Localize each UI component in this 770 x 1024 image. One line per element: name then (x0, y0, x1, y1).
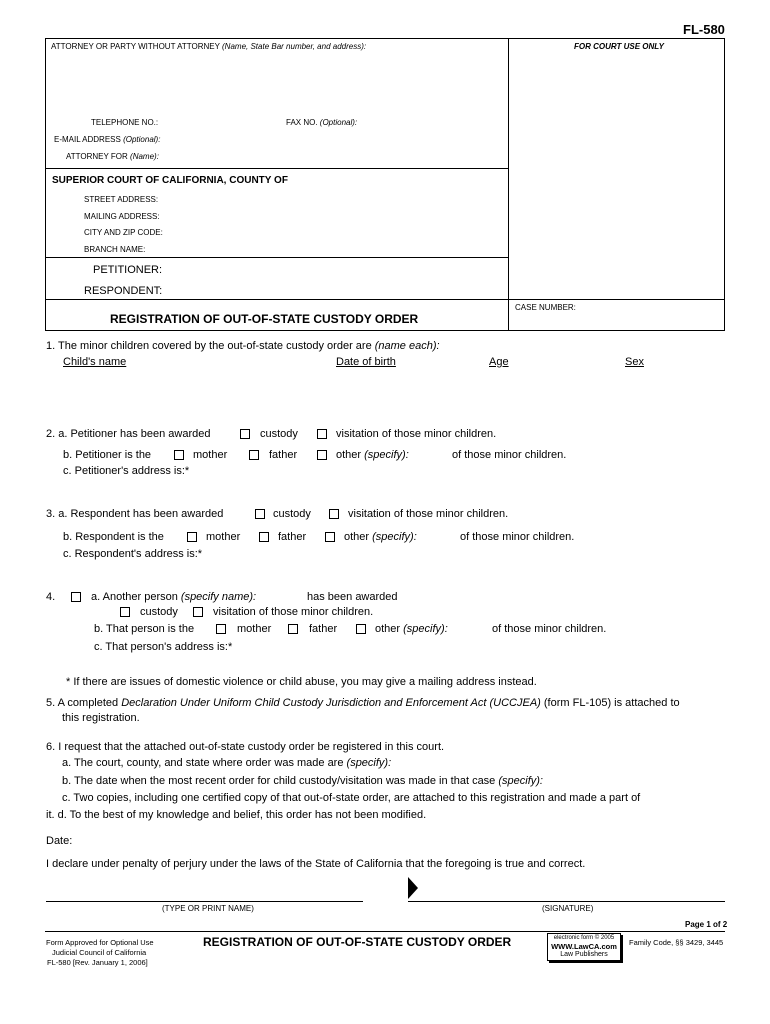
item6a-text: a. The court, county, and state where order was made are (specify): (62, 757, 392, 769)
mailing-label: MAILING ADDRESS: (84, 212, 160, 221)
item3c-text: c. Respondent's address is:* (63, 548, 203, 560)
form-id: FL-580 (683, 22, 725, 37)
item4-father-label: father (309, 623, 338, 635)
item3-custody-checkbox[interactable] (255, 509, 265, 519)
item5-text: 5. A completed Declaration Under Uniform Child Custody Jurisdiction and Enforcement Act (UCCJEA) (form FL-105) is attached to (46, 697, 680, 709)
form-title: REGISTRATION OF OUT-OF-STATE CUSTODY ORDER (110, 312, 419, 326)
item4-of-children: of those minor children. (492, 623, 607, 635)
signature-arrow-icon (408, 877, 420, 899)
publisher-stamp (547, 933, 621, 961)
approved-line2: Judicial Council of California (52, 948, 147, 957)
item4-mother-checkbox[interactable] (216, 624, 226, 634)
item1-text: 1. The minor children covered by the out-of-state custody order are (name each): (46, 340, 440, 352)
item2a-text: 2. a. Petitioner has been awarded (46, 428, 211, 440)
fax-label: FAX NO. (Optional): (286, 118, 358, 127)
footnote: * If there are issues of domestic violence or child abuse, you may give a mailing address instead. (66, 676, 537, 688)
item4-mother-label: mother (237, 623, 272, 635)
item4-other-checkbox[interactable] (356, 624, 366, 634)
city-label: CITY AND ZIP CODE: (84, 228, 163, 237)
item2-custody-checkbox[interactable] (240, 429, 250, 439)
item4-checkbox[interactable] (71, 592, 81, 602)
item2-visitation-checkbox[interactable] (317, 429, 327, 439)
court-use-label: FOR COURT USE ONLY (574, 42, 664, 51)
item2c-text: c. Petitioner's address is:* (63, 465, 190, 477)
stamp-line1: electronic form © 2005 (553, 935, 615, 941)
item4-visitation-label: visitation of those minor children. (213, 606, 374, 618)
item4c-text: c. That person's address is:* (94, 641, 233, 653)
type-name-label: (TYPE OR PRINT NAME) (162, 904, 254, 913)
item2-custody-label: custody (260, 428, 298, 440)
item6c-text: c. Two copies, including one certified copy of that out-of-state order, are attached to this registration and made a part of (62, 792, 641, 804)
col-age: Age (489, 356, 509, 368)
date-label: Date: (46, 835, 73, 847)
item6d-text: it. d. To the best of my knowledge and belief, this order has not been modified. (46, 809, 427, 821)
item2-of-children: of those minor children. (452, 449, 567, 461)
item4-awarded: has been awarded (307, 591, 398, 603)
item3-mother-checkbox[interactable] (187, 532, 197, 542)
item6b-text: b. The date when the most recent order for child custody/visitation was made in that case (specify): (62, 775, 543, 787)
item4-number: 4. (46, 591, 56, 603)
approved-line1: Form Approved for Optional Use (46, 938, 154, 947)
approved-line3: FL-580 [Rev. January 1, 2006] (47, 958, 148, 967)
item3b-text: b. Respondent is the (63, 531, 164, 543)
signature-label: (SIGNATURE) (542, 904, 594, 913)
item2-mother-checkbox[interactable] (174, 450, 184, 460)
page-number: Page 1 of 2 (685, 920, 728, 929)
item2-mother-label: mother (193, 449, 228, 461)
telephone-label: TELEPHONE NO.: (91, 118, 159, 127)
petitioner-label: PETITIONER: (93, 264, 163, 276)
col-sex: Sex (625, 356, 644, 368)
item3-other-checkbox[interactable] (325, 532, 335, 542)
col-date-of-birth: Date of birth (336, 356, 396, 368)
item3-other-label: other (specify): (344, 531, 417, 543)
item4b-text: b. That person is the (94, 623, 195, 635)
attorney-label: ATTORNEY OR PARTY WITHOUT ATTORNEY (Name, State Bar number, and address): (51, 42, 367, 51)
item3-visitation-label: visitation of those minor children. (348, 508, 509, 520)
item4-father-checkbox[interactable] (288, 624, 298, 634)
item2-father-label: father (269, 449, 298, 461)
declaration: I declare under penalty of perjury under the laws of the State of California that the foregoing is true and correct. (46, 858, 586, 870)
stamp-line2: WWW.LawCA.com (551, 942, 617, 951)
item2-other-checkbox[interactable] (317, 450, 327, 460)
item4-custody-label: custody (140, 606, 178, 618)
branch-label: BRANCH NAME: (84, 245, 146, 254)
court-title: SUPERIOR COURT OF CALIFORNIA, COUNTY OF (52, 175, 288, 186)
item2b-text: b. Petitioner is the (63, 449, 152, 461)
item4-custody-checkbox[interactable] (120, 607, 130, 617)
item3-visitation-checkbox[interactable] (329, 509, 339, 519)
col-childs-name: Child's name (63, 356, 127, 368)
family-code: Family Code, §§ 3429, 3445 (629, 938, 724, 947)
item4a-text: a. Another person (specify name): (91, 591, 257, 603)
stamp-line3: Law Publishers (560, 951, 608, 958)
respondent-label: RESPONDENT: (84, 285, 163, 297)
email-label: E-MAIL ADDRESS (Optional): (54, 135, 161, 144)
item3-father-label: father (278, 531, 307, 543)
item2-father-checkbox[interactable] (249, 450, 259, 460)
item2-other-label: other (specify): (336, 449, 409, 461)
item3-custody-label: custody (273, 508, 311, 520)
attorney-for-label: ATTORNEY FOR (Name): (66, 152, 159, 161)
item4-visitation-checkbox[interactable] (193, 607, 203, 617)
item3-father-checkbox[interactable] (259, 532, 269, 542)
street-label: STREET ADDRESS: (84, 195, 159, 204)
footer-title: REGISTRATION OF OUT-OF-STATE CUSTODY ORDER (203, 935, 512, 949)
item3a-text: 3. a. Respondent has been awarded (46, 508, 224, 520)
item2-visitation-label: visitation of those minor children. (336, 428, 497, 440)
item6-text: 6. I request that the attached out-of-state custody order be registered in this court. (46, 741, 445, 753)
item3-of-children: of those minor children. (460, 531, 575, 543)
case-number-label: CASE NUMBER: (515, 303, 576, 312)
item4-other-label: other (specify): (375, 623, 448, 635)
item5-line2: this registration. (62, 712, 140, 724)
item3-mother-label: mother (206, 531, 241, 543)
